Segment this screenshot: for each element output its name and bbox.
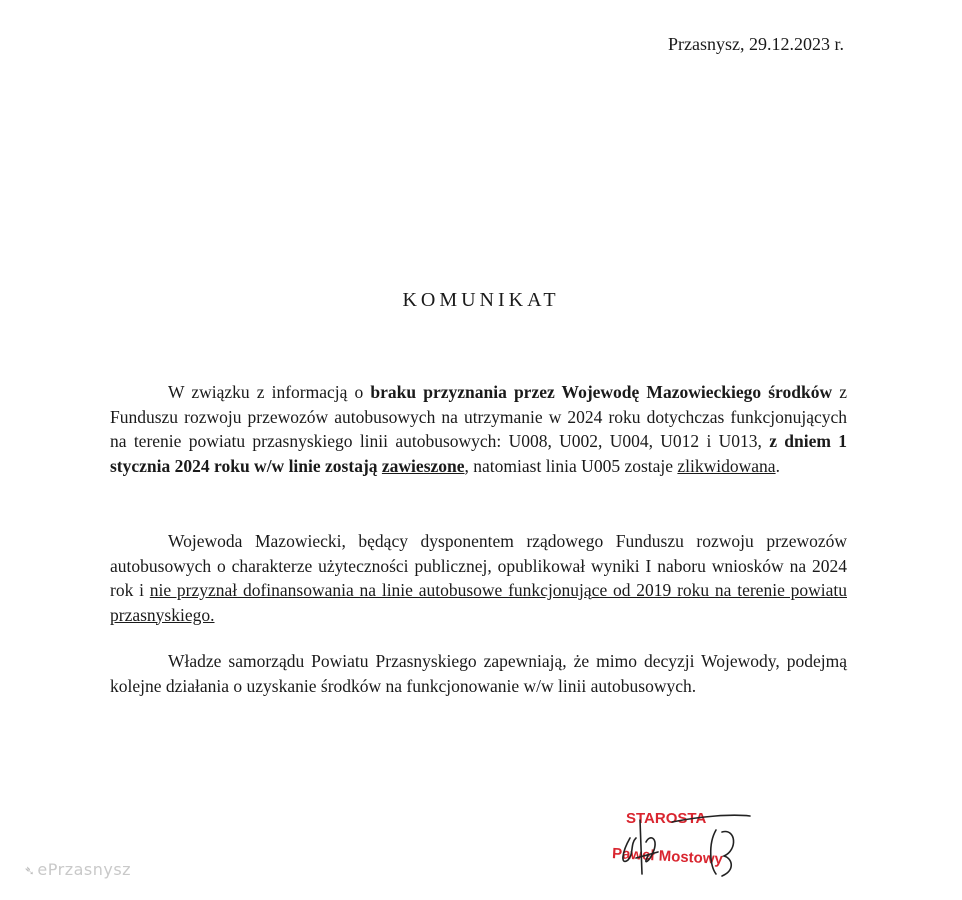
p1-bold-2: z dniem 1 stycznia 2024 roku w/w linie zostają bbox=[110, 431, 847, 476]
stamp-title: STAROSTA bbox=[626, 810, 707, 827]
handwritten-signature bbox=[612, 808, 782, 888]
p1-text-3: , natomiast linia U005 zostaje bbox=[464, 455, 678, 476]
p1-bold-underlined: zawieszone bbox=[381, 455, 465, 476]
p3-text-1: Władze samorządu Powiatu Przasnyskiego zapewniają, że mimo decyzji Wojewody, podejmą kolejne działania o uzyskanie środków na funkcjonowanie w/w linii autobusowych. bbox=[110, 651, 847, 696]
watermark-text: ePrzasnysz bbox=[37, 860, 132, 879]
paragraph-1 bbox=[110, 380, 847, 478]
place-date: Przasnysz, 29.12.2023 r. bbox=[668, 34, 844, 54]
site-watermark bbox=[24, 860, 131, 879]
p1-text-1: W związku z informacją o bbox=[168, 382, 371, 402]
official-stamp bbox=[612, 808, 782, 888]
paragraph-2 bbox=[110, 529, 847, 627]
p1-text-4: . bbox=[775, 455, 780, 476]
p1-text-2: z Funduszu rozwoju przewozów autobusowych na utrzymanie w 2024 roku dotychczas funkcjonujących na terenie powiatu przasnyskiego linii autobusowych: U008, U002, U004, U012 i U013, bbox=[110, 382, 847, 451]
p2-text-1: Wojewoda Mazowiecki, będący dysponentem rządowego Funduszu rozwoju przewozów autobusowych o charakterze użyteczności publicznej, opublikował wyniki I naboru wniosków na 2024 rok i bbox=[110, 531, 847, 600]
paragraph-3 bbox=[110, 649, 847, 698]
document-title: KOMUNIKAT bbox=[402, 289, 560, 311]
p2-underlined: nie przyznał dofinansowania na linie autobusowe funkcjonujące od 2019 roku na terenie powiatu przasnyskiego. bbox=[110, 580, 847, 625]
stamp-name: Paweł Mostowy bbox=[611, 845, 724, 868]
swoosh-icon: ➴ bbox=[24, 864, 36, 879]
p1-bold-1: braku przyznania przez Wojewodę Mazowieckiego środków bbox=[370, 382, 833, 402]
p1-underlined: zlikwidowana bbox=[677, 455, 776, 476]
